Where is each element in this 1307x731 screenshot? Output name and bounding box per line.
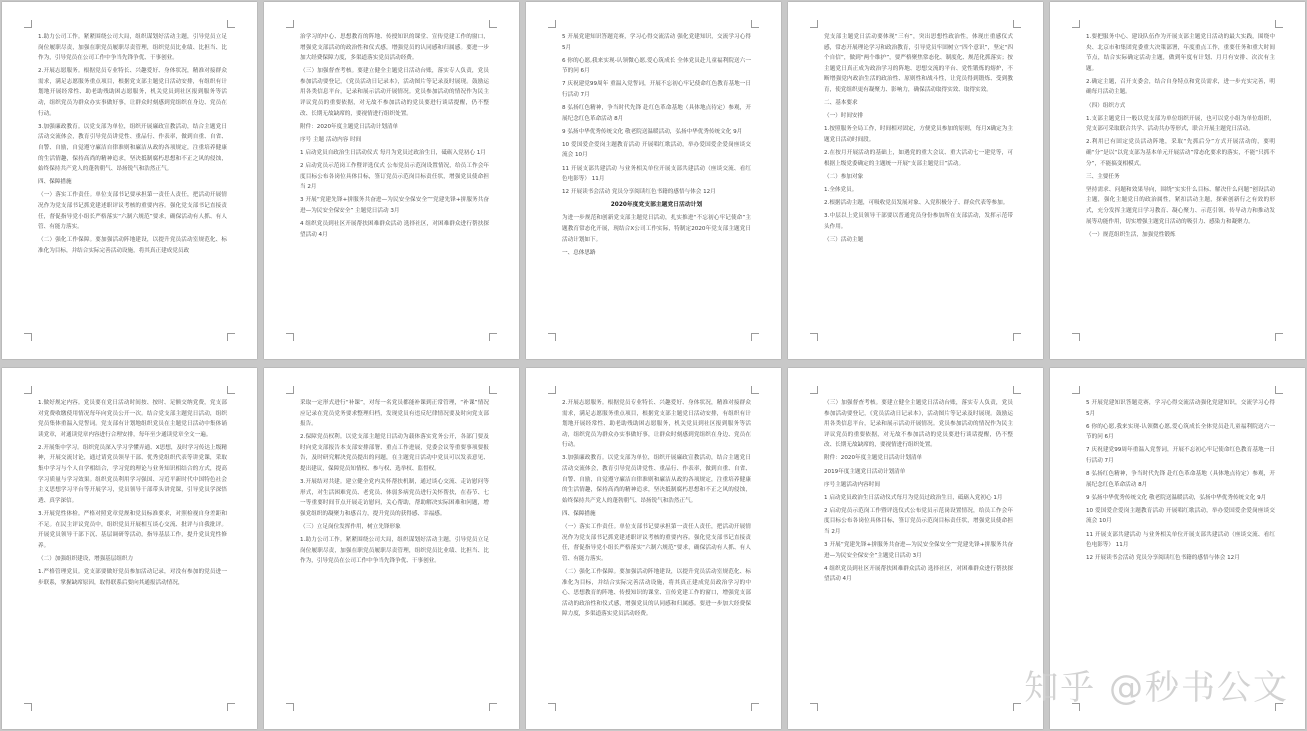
paragraph: （二）强化工作保障。要加强活动阵地建设，以提升党员活动室规范化、标准化为目标，并结合实际完善活动设施，将其真正建成党员政 (38, 237, 227, 254)
page-corner-mark (227, 333, 235, 341)
document-page (2, 2, 257, 359)
paragraph: 1.支部主题党日一般以党支部为单位组织开展，也可以党小组为单位组织，党支部可采取联合共学、活动共办等形式，联合开展主题党日活动。 (1086, 115, 1275, 133)
paragraph: 四、保障措施 (38, 179, 72, 186)
paragraph: 4 组织党员到社区开展帮扶困难群众活动 选择社区，对困难群众进行帮扶探望活动 4月 (824, 565, 1013, 583)
paragraph: 3.加强廉政教育。以党支部为单位，组织开展廉政宣教活动，结合主题党日活动交流体会，教育引导党员讲党性、重品行、作表率，做到自重、自省、自警、自励，自觉遵守廉洁自律准则和廉洁从政的各项规定，注重培养健康的生活情趣，保持高尚的精神追求，坚决抵制腐朽思想和不正之风的侵蚀，始终保持共产党人的蓬勃朝气、昂扬锐气和浩然正气。 (38, 123, 227, 173)
paragraph: 坚持需求、问题和效果导向，围绕“实实什么目标、解决什么问题”创设活动主题，强化主题党日的政治属性，紧扣活动主题，探索创新行之有效的形式，充分发挥主题党日学习教育、凝心聚力、示范引领、传导动力和推动发展等功能作用，切实增强主题党日活动的吸引力、感染力和凝聚力。 (1086, 186, 1275, 225)
page-corner-mark (810, 20, 818, 28)
document-page (788, 368, 1043, 729)
paragraph: 8 弘扬红色精神，争当时代先锋 赴红色革命基地（具体地点待定）参观，开展纪念红色革命活动 8月 (562, 105, 751, 122)
paragraph: 9 弘扬中华优秀传统文化 敬老院送温暖活动，弘扬中华优秀传统文化 9月 (562, 128, 743, 135)
paragraph: 3.开展党性体检。严格对照党章党规和党员标准要求，对照检视自身差距和不足。在民主评议党员中，组织党员开展相互谈心交流、批评与自我批评。开展党员领导干部下沉、基层调研等活动，指导基层工作，提升党员党性修养。 (38, 510, 227, 549)
page-corner-mark (286, 703, 294, 711)
page-content (562, 398, 751, 703)
paragraph: 12 开展读书会活动 党员分享阅读红色书籍的感悟与体会 12月 (562, 189, 716, 196)
paragraph: （二）参加对象 (824, 173, 864, 180)
paragraph: 3.加强廉政教育。以党支部为单位，组织开展廉政宣教活动，结合主题党日活动交流体会，教育引导党员讲党性、重品行、作表率，做到自重、自省、自警、自励，自觉遵守廉洁自律准则和廉洁从政的各项规定，注重培养健康的生活情趣，保持高尚的精神追求，坚决抵制腐朽思想和不正之风的侵蚀，始终保持共产党人的蓬勃朝气、昂扬锐气和浩然正气。 (562, 455, 751, 504)
paragraph: 8 弘扬红色精神，争当时代先锋 赴红色革命基地（具体地点待定）参观，开展纪念红色革命活动 8月 (1086, 471, 1275, 488)
page-corner-mark (489, 386, 497, 394)
page-corner-mark (548, 333, 556, 341)
page-content (1086, 32, 1275, 333)
page-corner-mark (24, 333, 32, 341)
page-corner-mark (751, 333, 759, 341)
paragraph: 序号主题活动内容时间 (824, 481, 880, 488)
paragraph: 三、主要任务 (1086, 173, 1120, 180)
page-corner-mark (489, 20, 497, 28)
paragraph: 2019年度主题党日活动计划清单 (824, 468, 906, 475)
paragraph: 为进一步规范和创新党支部主题党日活动，扎实推进“不忘初心牢记使命”主题教育常态化开展，现结合X公司工作实际，特制定2020年党支部主题党日活动计划如下。 (562, 215, 751, 243)
paragraph: 10 爱国爱企爱岗主题教育活动 开展唱红歌活动，举办爱国爱企爱岗座谈交流会 10月 (562, 141, 751, 159)
page-corner-mark (810, 703, 818, 711)
paragraph: 附件：2020年度主题党日活动计划清单 (824, 455, 923, 462)
page-corner-mark (286, 386, 294, 394)
page-content (300, 32, 489, 333)
page-corner-mark (1072, 386, 1080, 394)
paragraph: 1.严格管理党员。党支部要做好党员参加活动记录，对没有参加的党员进一步联系，掌握缺席原因，取得联系后要向其通报活动情况， (38, 568, 227, 586)
paragraph: 序号 主题 活动内容 时间 (300, 136, 362, 143)
paragraph: （三）加强督查考核。要建立健全主题党日活动台账，落实专人负责，党员参加活动要登记，《党员活动日记录本》，活动图片等记录及时展现。鼓励运用各类信息平台，记录和展示活动开展情况。党员参加活动的情况作为民主评议党员的重要依据，对无故不参加活动的党员要进行谈话提醒，仍不整改、长期无故缺席的，要视情进行组织处置。 (300, 68, 489, 117)
paragraph: 1 启动党员政治生日活动仪式每月为党员过政治生日，砥砺入党初心 1月 (824, 494, 1003, 501)
document-page (264, 2, 519, 359)
page-corner-mark (1013, 20, 1021, 28)
paragraph: （一）规范组织生活，加强党性锻炼 (1086, 231, 1176, 238)
paragraph: 3.中层以上党员领导干部要以普通党员身份参加所在支部活动，发挥示范带头作用。 (824, 212, 1013, 230)
page-corner-mark (489, 333, 497, 341)
page-corner-mark (1013, 703, 1021, 711)
paragraph: 四、保障措施 (562, 510, 596, 517)
page-content (562, 32, 751, 333)
paragraph: 11 开展支部共建活动 与业务相关单位开展支部共建活动（座谈交流、看红色电影等） 11月 (562, 165, 751, 183)
document-page (1050, 2, 1305, 359)
page-corner-mark (548, 703, 556, 711)
paragraph: （三）加强督查考核。要建立健全主题党日活动台账，落实专人负责，党员参加活动要登记，《党员活动日记录本》，活动图片等记录及时展现。鼓励运用各类信息平台，记录和展示活动开展情况。党员参加活动的情况作为民主评议党员的重要依据，对无故不参加活动的党员要进行谈话提醒，仍不整改、长期无故缺席的，要视情进行组织处置。 (824, 400, 1013, 449)
paragraph: （一）落实工作责任。单位支部书记要承担第一责任人责任，把活动开展情况作为党支部书记抓党建述职评议考核的重要内容。强化党支部书记直接责任，督促指导党小组长严格落实“六制六规范”要求，确保活动有人抓、有人管、有能力落实。 (38, 192, 227, 231)
page-corner-mark (751, 386, 759, 394)
document-page (788, 2, 1043, 359)
watermark: 知乎 @秒书公文 (1024, 668, 1289, 708)
page-corner-mark (227, 20, 235, 28)
paragraph: 2020年度党支部主题党日活动计划 (610, 202, 703, 209)
paragraph: 11 开展支部共建活动 与业务相关单位开展支部共建活动（座谈交流、看红色电影等） 11月 (1086, 531, 1275, 549)
document-page (526, 2, 781, 359)
paragraph: 7 庆祝建党99周年 重温入党誓词，开展不忘初心牢记使命红色教育基地一日行活动 7月 (562, 81, 751, 98)
page-corner-mark (24, 386, 32, 394)
page-corner-mark (810, 333, 818, 341)
paragraph: 1.做好规定内容。党员要在党日活动时间按、按时、足额交纳党费，党支部对党费收缴使用情况每年向党员公开一次。结合党支部主题党日活动，组织党员集体重温入党誓词。党支部有计划地组织党员在主题党日活动中集体诵读党章，对通读党章内容进行合理安排，每年至少通读党章全文一遍。 (38, 400, 227, 438)
page-corner-mark (1275, 20, 1283, 28)
page-corner-mark (24, 703, 32, 711)
page-content (1086, 398, 1275, 703)
paragraph: 9 弘扬中华优秀传统文化 敬老院送温暖活动，弘扬中华优秀传统文化 9月 (1086, 494, 1267, 501)
page-corner-mark (548, 386, 556, 394)
paragraph: 2 启动党员示范岗工作暨评选仪式公布党员示范岗设置情况，给员工作会年度目标公布各岗位具体目标，签订党员示范岗目标责任状，增强党员使命担当 2月 (824, 507, 1013, 536)
paragraph: （四）组织方式 (1086, 102, 1126, 109)
paragraph: 2.根据活动主题，可吸收党员发展对象、入党积极分子、群众代表等参加。 (824, 199, 1009, 206)
paragraph: （三）活动主题 (824, 236, 864, 243)
paragraph: （一）时间安排 (824, 113, 864, 120)
page-corner-mark (751, 703, 759, 711)
paragraph: 治学习的中心、思想教育的阵地、传授知识的课堂、宣传党建工作的窗口，增强党支部活动的政治性和仪式感，增强党员的认同感和归属感。要进一步加大经费保障力度，多渠道落实党员活动经费。 (300, 34, 489, 62)
paragraph: 1.助力公司工作。紧紧围绕公司大局，组织谋划好活动主题，引导党员立足岗位履职尽责，加强在职党员履职尽责管理，组织党员比业绩、比担当、比作为，引导党员在公司工作中争当先锋争优、干事创业。 (300, 537, 489, 565)
page-content (824, 398, 1013, 703)
document-page (264, 368, 519, 729)
page-content (38, 398, 227, 703)
paragraph: 3.开展结对共建。建立健全党内关怀帮扶机制，通过谈心交流、走访慰问等形式，对生活困难党员、老党员、体弱多病党员进行关怀帮扶，在春节、七一等重要时间节点开展走访慰问，关心帮助，帮助解决实际困难和问题，增强党组织的凝聚力和感召力，提升党员的获得感、幸福感。 (300, 479, 489, 517)
page-corner-mark (1072, 20, 1080, 28)
page-content (38, 32, 227, 333)
paragraph: 2.利用已有固定党员活动阵地，采取“先抓后分”方式开展活动的，要明确“分”是以“以党支部为基本单元开展活动”常态化要求的落实，不能“只抓不分”，不能搞变相模式。 (1086, 139, 1275, 167)
document-page (526, 368, 781, 729)
paragraph: 一、总体思路 (562, 249, 596, 256)
document-page (2, 368, 257, 729)
paragraph: 1.助力公司工作。紧紧围绕公司大局，组织谋划好活动主题，引导党员立足岗位履职尽责，加强在职党员履职尽责管理，组织党员比业绩、比担当、比作为，引导党员在公司工作中争当先锋争优、干事创业。 (38, 34, 227, 62)
paragraph: （一）落实工作责任。单位支部书记要承担第一责任人责任，把活动开展情况作为党支部书记抓党建述职评议考核的重要内容。强化党支部书记直接责任，督促指导党小组长严格落实“六制六规范”要求，确保活动有人抓、有人管、有能力落实。 (562, 524, 751, 562)
paragraph: 2.开展集中学习。组织党员深入学习学懂弄通、X思想，及时学习传达上级精神，开展交流讨论，通过请党员领导干部、优秀党组织代表等讲党课，采取集中学习与个人自学相结合，学习党的理论与业务知识相结合的方式，提高学习质量与学习效果。组织党员利用学习强国、习近平新时代中国特色社会主义思想学习平台等开展学习，党员领导干部带头讲党课，引导党员学深悟透、真学深信。 (38, 444, 227, 504)
paragraph: 1.按照服务全局工作，时间相对固定，方便党员参加的原则，每月X确定为主题党日活动时间段。 (824, 126, 1013, 143)
paragraph: 7 庆祝建党99周年重温入党誓词，开展不忘初心牢记使命红色教育基地一日行活动 7月 (1086, 447, 1275, 464)
paragraph: 10 爱国爱企爱岗主题教育活动 开展唱红歌活动，举办爱国爱企爱岗座谈交流会 10月 (1086, 507, 1275, 525)
paragraph: 2.开展志愿服务。根据党员专业特长、兴趣爱好、身体状况，精准对接群众需求，满足志愿服务重点项目，根据党支部主题党日活动安排，有组织有计划地开展经常性、助老助残助困志愿服务，机关党员到社区报到服务等活动，组织党员为群众办实事做好事，让群众时刻感到党组织在身边、党员在行动。 (562, 400, 751, 449)
page-corner-mark (227, 703, 235, 711)
page-content (824, 32, 1013, 333)
page-corner-mark (227, 386, 235, 394)
paragraph: 5 开展党建知识答题竞赛，学习心得交流活动强化党建知识，交流学习心得 5月 (1086, 400, 1275, 417)
paragraph: 2 启动党员示范岗工作暨评选仪式 公布党员示范岗设置情况，给员工作会年度目标公布各岗位具体目标，签订党员示范岗目标责任状，增强党员使命担当 2月 (300, 163, 489, 191)
paragraph: 6 你的心愿,我来实现-认领微心愿,爱心筑成长 全体党员赴儿童福利院送六一节的问 6月 (562, 57, 751, 75)
page-corner-mark (1013, 333, 1021, 341)
page-corner-mark (1072, 333, 1080, 341)
paragraph: 3 开展“党建先锋+拼服务共奋进—为民安全保安全”“党建先锋+拼服务共奋进—为民安全保安全”主题党日活动 3月 (824, 542, 1013, 559)
paragraph: （二）加强组织建设，增强基层组织力 (38, 555, 134, 562)
paragraph: 1.要把服务中心、建设队伍作为开展支部主题党日活动的最大实践，围绕中央、北京市和集团党委重大决策部署，年度重点工作，重要任务和重大时间节点，结合实际确定活动主题，做到年度有计划、月月有安排、次次有主题。 (1086, 34, 1275, 72)
page-content (300, 398, 489, 703)
paragraph: 1 启动党员自政治生日活动仪式 每月为党员过政治生日，砥砺入党初心 1月 (300, 149, 486, 156)
page-corner-mark (751, 20, 759, 28)
paragraph: 2.确定主题，召开支委会，结合自身特点和党员需求，进一步充实完善，明确每月活动主题。 (1086, 78, 1275, 96)
paragraph: 4 组织党员到社区开展帮扶困难群众活动 选择社区，对困难群众进行帮扶探望活动 4月 (300, 221, 489, 238)
paragraph: 2.开展志愿服务。根据党员专业特长、兴趣爱好、身体状况，精准对接群众需求，满足志愿服务重点项目，根据党支部主题党日活动安排，有组织有计划地开展经常性、助老助残助困志愿服务，机关党员到社区报到服务等活动，组织党员为群众办实事做好事，让群众时刻感到党组织在身边、党员在行动。 (38, 68, 227, 117)
page-corner-mark (286, 20, 294, 28)
paragraph: 5 开展党建知识答题竞赛，学习心得交流活动 强化党建知识，交流学习心得 5月 (562, 34, 751, 51)
paragraph: 党支部主题党日活动要体现“三有”，突出思想性政治性，体现庄重感仪式感，常态开展理论学习和政治教育，引导党员牢固树立“四个意识”，坚定“四个自信”，做到“两个维护”，要严格聚焦常态化、制度化、规范化抓落实；按主题党日真正成为政治学习的阵地、思想交流的平台、党性锻炼的熔炉，不断增强党内政治生活的政治性、原则性和战斗性，让党员得到锻炼、受到教育，使党组织更有凝聚力、影响力，确保活动取得实效、取得实效。 (824, 34, 1013, 93)
page-corner-mark (1275, 386, 1283, 394)
paragraph: （三）立足岗位发挥作用，树立先锋形象 (300, 524, 401, 531)
page-corner-mark (286, 333, 294, 341)
paragraph: 2.保障党员权利。以党支部主题党日活动为载体落实党务公开，各部门要及时向党支部报告本支部安排部署、重点工作进展，党委会议等重要事项要报告，及时研究解决党员提出的问题，在主题党日活动中党员可以发表意见、提出建议，保障党员知情权、参与权、选举权、监督权。 (300, 434, 489, 473)
page-corner-mark (1013, 386, 1021, 394)
paragraph: 2.在按月开展活动的基础上，如遇党的重大会议、重大活动七一建党等，可根据上级党委确定的主题统一开展“支部主题党日”活动。 (824, 149, 1013, 167)
page-corner-mark (810, 386, 818, 394)
page-corner-mark (24, 20, 32, 28)
paragraph: 6 你的心愿,我来实现-认领微心愿,爱心筑成长全体党员赴儿童福利院送六一节的问 6月 (1086, 423, 1275, 441)
paragraph: 采取一定形式进行“补课”，对每一名党员都能补课到正常管理，“补课”情况应记录在党员党务要求整理归档，发现党员有违反纪律情况要及时向党支部报告。 (300, 400, 489, 428)
page-corner-mark (1275, 333, 1283, 341)
page-corner-mark (489, 703, 497, 711)
page-corner-mark (548, 20, 556, 28)
paragraph: 附件：2020年度主题党日活动计划清单 (300, 123, 399, 130)
paragraph: （二）强化工作保障。要加强活动阵地建设，以提升党员活动室规范化、标准化为目标，并结合实际完善活动设施，将其真正建成党员政治学习的中心、思想教育的阵地、传授知识的课堂、宣传党建工作的窗口，增强党支部活动的政治性和仪式感，增强党员的认同感和归属感。要进一步加大经费保障力度，多渠道落实党员活动经费。 (562, 568, 751, 618)
paragraph: 1.全体党员。 (824, 186, 858, 193)
paragraph: 12 开展读书会活动 党员分享阅读红色书籍的感悟与体会 12月 (1086, 555, 1240, 562)
paragraph: 3 开展“党建先锋+拼服务共奋进—为民安全保安全”“党建先锋+拼服务共奋进—为民安全保安全” 主题党日活动 3月 (300, 197, 489, 214)
paragraph: 二、基本要求 (824, 100, 858, 107)
